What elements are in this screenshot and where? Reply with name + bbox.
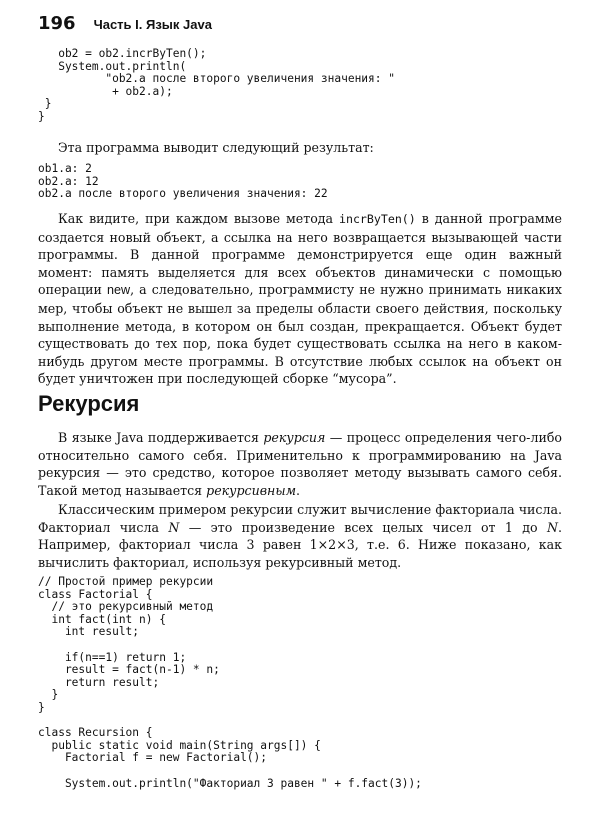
text-span: в данной программе создается новый объект, а ссылка на него возвращается вызывающей части программы. В данной программе демонстрируется еще один важный момент: память выделяется для всех объектов динамически с помощью операции (38, 211, 562, 298)
inline-code-incrbyten: incrByTen() (338, 212, 416, 226)
section-heading-recursion: Рекурсия (38, 391, 140, 416)
emphasis-recursive: рекурсивным (206, 482, 297, 498)
paragraph-factorial (38, 501, 562, 571)
text-span: — процесс определения чего-либо относительно самого себя. Применительно к программированию на Java рекурсия — это средство, которое позволяет методу вызывать самого себя. Такой метод называется (38, 430, 562, 498)
variable-n: N (168, 519, 180, 535)
code-block-incrbyten: ob2 = ob2.incrByTen(); System.out.println( "ob2.a после второго увеличения значения: " + ob2.a); } } (38, 47, 395, 123)
text-span: В языке Java поддерживается (58, 430, 264, 445)
emphasis-recursion: рекурсия (263, 430, 326, 445)
output-intro-paragraph: Эта программа выводит следующий результат: (58, 140, 374, 155)
code-block-factorial: // Простой пример рекурсии class Factorial { // это рекурсивный метод int fact(int n) { int result; if(n==1) return 1; result = fact(n-1) * n; return result; } } class Recursion { public static void main(String args[]) { Factorial f = new Factorial(); System.out.println("Факториал 3 равен " + f.fact(3)); (38, 575, 422, 790)
paragraph-explanation (38, 210, 562, 388)
text-span: . (296, 482, 301, 498)
variable-n: N (546, 519, 558, 535)
running-header (38, 13, 212, 37)
code-block-output: ob1.a: 2 ob2.a: 12 ob2.a после второго увеличения значения: 22 (38, 162, 328, 201)
inline-keyword-new: new (106, 283, 131, 298)
text-span: — это произведение всех целых чисел от 1 до (179, 519, 547, 535)
text-span: Как видите, при каждом вызове метода (58, 211, 339, 226)
text-span: , а следовательно, программисту не нужно принимать никаких мер, чтобы объект не вышел за пределы области своего действия, поскольку выполнение метода, в котором он был создан, прекращается. Объект будет существовать до тех пор, пока будет существовать ссылка на него в каком-нибудь другом месте программы. В отсутствие любых ссылок на объект он будет уничтожен при последующей сборке “мусора”. (38, 282, 562, 387)
text-span: . Например, факториал числа 3 равен 1×2×3, т.е. 6. Ниже показано, как вычислить факториал, используя рекурсивный метод. (38, 519, 562, 570)
text-span: Классическим примером рекурсии служит вычисление факториала числа. Факториал числа (38, 502, 562, 535)
page-number: 196 (38, 13, 76, 34)
running-title: Часть I. Язык Java (93, 17, 212, 32)
paragraph-recursion-definition (38, 429, 562, 499)
